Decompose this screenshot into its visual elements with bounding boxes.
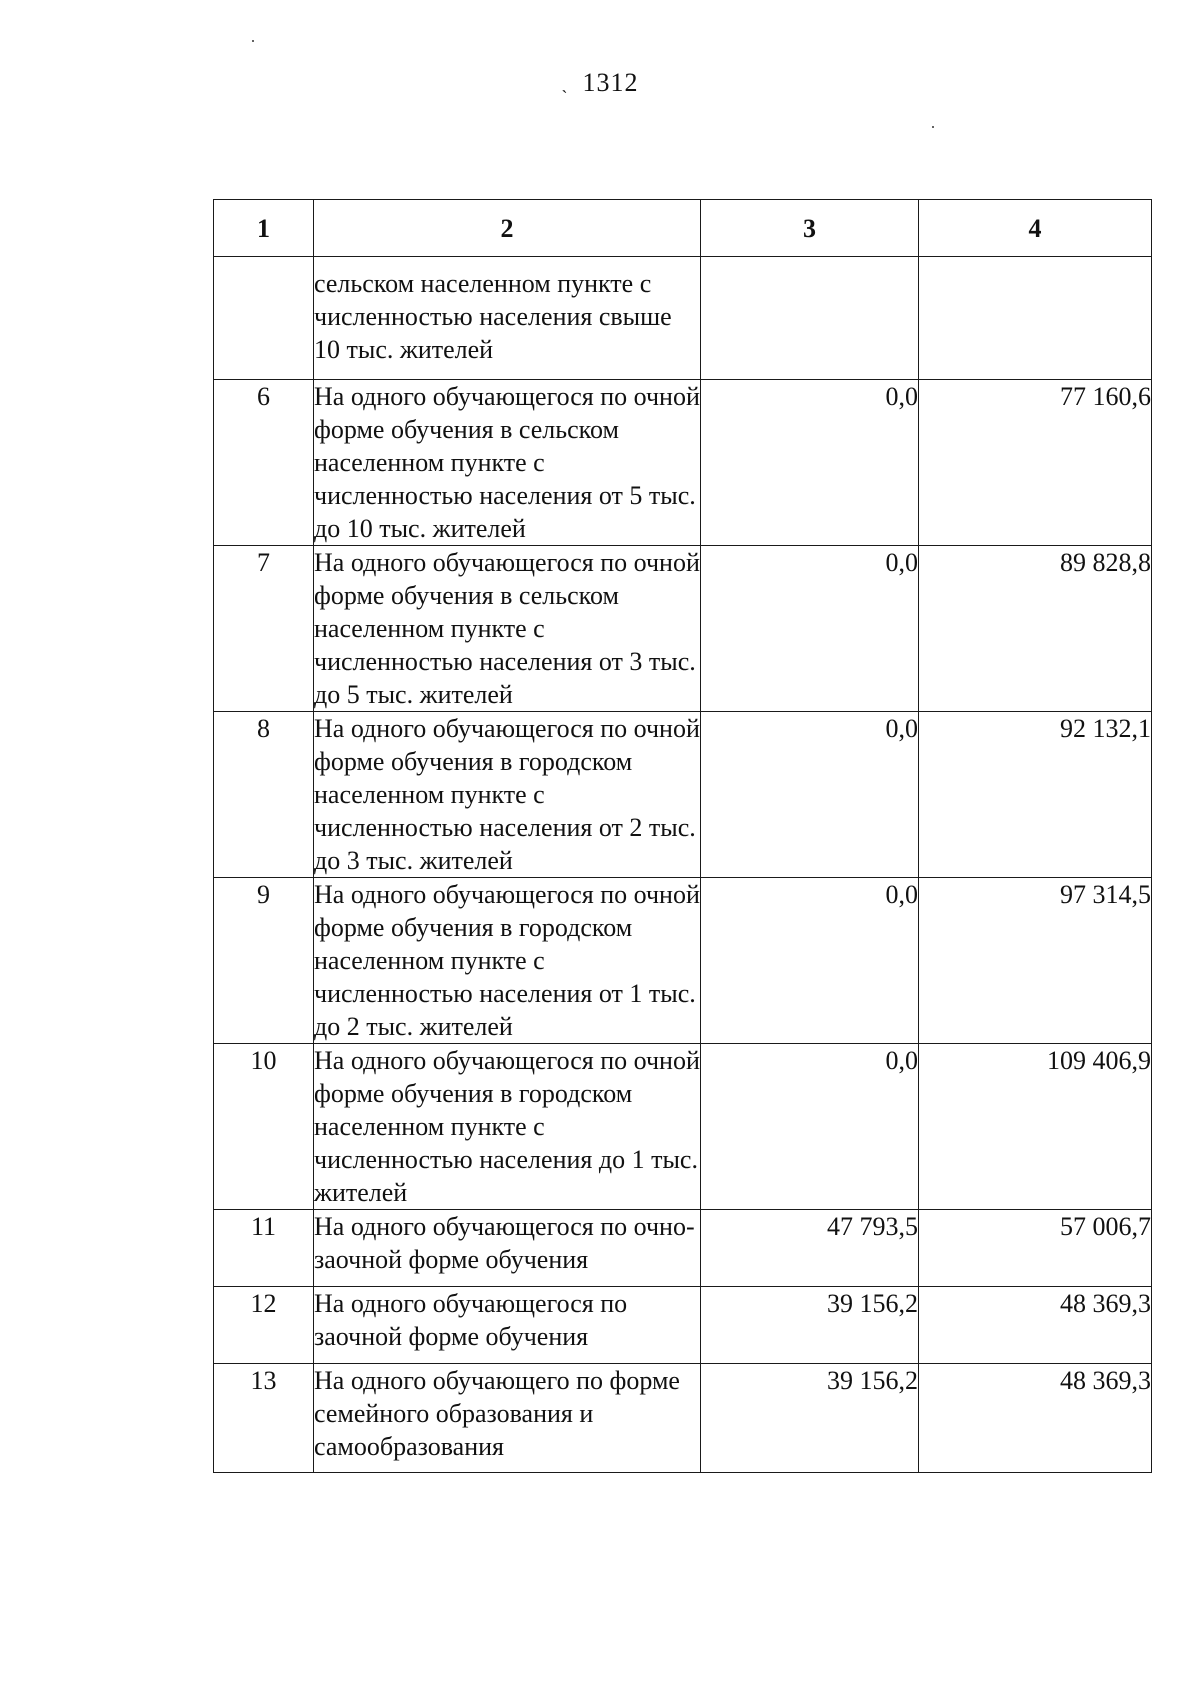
row-number: 10 [214,1044,314,1210]
row-value-col-4: 77 160,6 [919,380,1152,546]
row-value-col-3: 0,0 [701,712,919,878]
row-value-col-3 [701,257,919,380]
header-col-3: 3 [701,200,919,257]
table-row [214,878,1152,1044]
table-header-row [214,200,1152,257]
scan-speck [932,126,934,128]
row-value-col-4: 48 369,3 [919,1287,1152,1364]
row-number: 9 [214,878,314,1044]
row-number: 13 [214,1364,314,1473]
scan-speck [252,40,254,42]
row-value-col-3: 39 156,2 [701,1364,919,1473]
row-description: На одного обучающегося по очной форме обучения в сельском населенном пункте с численностью населения от 3 тыс. до 5 тыс. жителей [314,546,701,712]
row-value-col-3: 0,0 [701,546,919,712]
row-number: 12 [214,1287,314,1364]
row-value-col-4: 92 132,1 [919,712,1152,878]
row-number [214,257,314,380]
table-row [214,546,1152,712]
row-number: 6 [214,380,314,546]
row-value-col-4: 89 828,8 [919,546,1152,712]
row-description: На одного обучающегося по заочной форме обучения [314,1287,701,1364]
table-row [214,1364,1152,1473]
row-value-col-4 [919,257,1152,380]
row-description: На одного обучающегося по очной форме обучения в городском населенном пункте с численностью населения от 1 тыс. до 2 тыс. жителей [314,878,701,1044]
row-value-col-4: 97 314,5 [919,878,1152,1044]
page-number-line [0,68,1200,98]
row-number: 7 [214,546,314,712]
row-description: На одного обучающегося по очно-заочной форме обучения [314,1210,701,1287]
row-description: На одного обучающего по форме семейного образования и самообразования [314,1364,701,1473]
row-value-col-4: 109 406,9 [919,1044,1152,1210]
header-col-1: 1 [214,200,314,257]
header-col-4: 4 [919,200,1152,257]
table-row [214,380,1152,546]
row-value-col-4: 48 369,3 [919,1364,1152,1473]
table-row [214,257,1152,380]
page-number: 1312 [582,68,639,97]
row-value-col-3: 39 156,2 [701,1287,919,1364]
handwritten-mark: ˏ [561,73,569,93]
data-table [213,199,1152,1473]
row-value-col-4: 57 006,7 [919,1210,1152,1287]
row-description: На одного обучающегося по очной форме обучения в сельском населенном пункте с численностью населения от 5 тыс. до 10 тыс. жителей [314,380,701,546]
row-value-col-3: 0,0 [701,878,919,1044]
table-row [214,1210,1152,1287]
row-number: 11 [214,1210,314,1287]
header-col-2: 2 [314,200,701,257]
table-row [214,1044,1152,1210]
table-row [214,1287,1152,1364]
table-row [214,712,1152,878]
row-description: сельском населенном пункте с численностью населения свыше 10 тыс. жителей [314,257,701,380]
row-value-col-3: 0,0 [701,1044,919,1210]
row-value-col-3: 0,0 [701,380,919,546]
row-value-col-3: 47 793,5 [701,1210,919,1287]
row-description: На одного обучающегося по очной форме обучения в городском населенном пункте с численностью населения от 2 тыс. до 3 тыс. жителей [314,712,701,878]
row-number: 8 [214,712,314,878]
row-description: На одного обучающегося по очной форме обучения в городском населенном пункте с численностью населения до 1 тыс. жителей [314,1044,701,1210]
